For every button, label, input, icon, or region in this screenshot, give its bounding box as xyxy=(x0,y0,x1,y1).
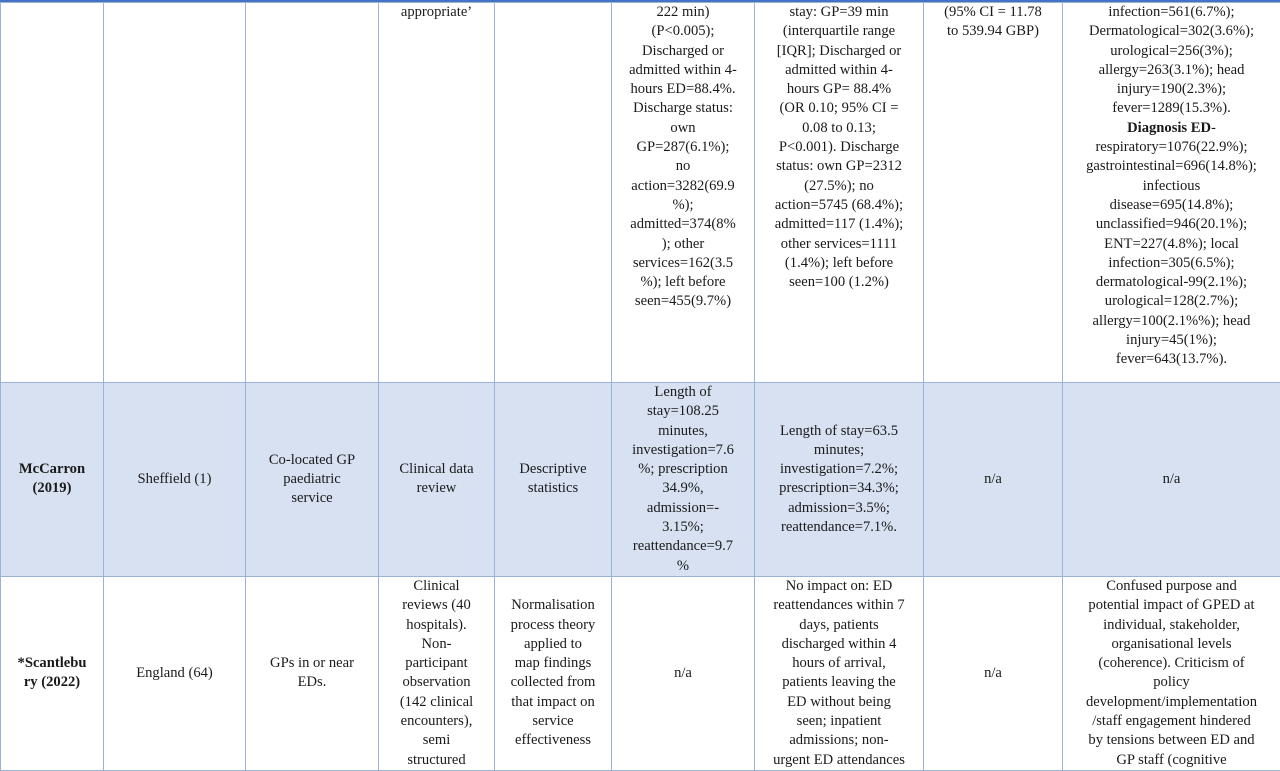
cell-gp-outcomes: No impact on: ED reattendances within 7 days, patients discharged within 4 hours of arrival, patients leaving the ED without being seen; inpatient admissions; non- urgent ED attendances xyxy=(755,576,924,770)
cell-setting: England (64) xyxy=(104,576,246,770)
cell-analysis: Normalisation process theory applied to map findings collected from that impact on service effectiveness xyxy=(495,576,612,770)
cell-diagnosis: n/a xyxy=(1063,383,1280,577)
evidence-table xyxy=(0,2,1280,771)
cell-diagnosis: Confused purpose and potential impact of GPED at individual, stakeholder, organisational levels (coherence). Criticism of policy development/implementation /staff engagement hindered by tensions between ED and GP staff (cognitive xyxy=(1063,576,1280,770)
cell-study: McCarron (2019) xyxy=(1,383,104,577)
cell-ed-outcomes: n/a xyxy=(612,576,755,770)
table-row xyxy=(1,383,1280,577)
cell-data-collection: Clinical reviews (40 hospitals). Non- participant observation (142 clinical encounters), semi structured xyxy=(379,576,495,770)
cell-data-collection: Clinical data review xyxy=(379,383,495,577)
cell-setting xyxy=(104,3,246,383)
cell-model xyxy=(246,3,379,383)
cell-setting: Sheffield (1) xyxy=(104,383,246,577)
cell-cost: (95% CI = 11.78 to 539.94 GBP) xyxy=(924,3,1063,383)
cell-model: Co-located GP paediatric service xyxy=(246,383,379,577)
cell-analysis xyxy=(495,3,612,383)
cell-cost: n/a xyxy=(924,383,1063,577)
diagnosis-ed-label: Diagnosis ED xyxy=(1127,120,1211,136)
cell-gp-outcomes: stay: GP=39 min (interquartile range [IQR]; Discharged or admitted within 4- hours GP= 88.4% (OR 0.10; 95% CI = 0.08 to 0.13; P<0.001). Discharge status: own GP=2312 (27.5%); no action=5745 (68.4%); admitted=117 (1.4%); other services=1111 (1.4%); left before seen=100 (1.2%) xyxy=(755,3,924,383)
cell-ed-outcomes: Length of stay=108.25 minutes, investigation=7.6 %; prescription 34.9%, admission=- 3.15%; reattendance=9.7 % xyxy=(612,383,755,577)
cell-cost: n/a xyxy=(924,576,1063,770)
cell-ed-outcomes: 222 min) (P<0.005); Discharged or admitted within 4- hours ED=88.4%. Discharge status: own GP=287(6.1%); no action=3282(69.9 %); admitted=374(8% ); other services=162(3.5 %); left before seen=455(9.7%) xyxy=(612,3,755,383)
cell-analysis: Descriptive statistics xyxy=(495,383,612,577)
cell-diagnosis: infection=561(6.7%); Dermatological=302(3.6%); urological=256(3%); allergy=263(3.1%); head injury=190(2.3%); fever=1289(15.3%). Diagnosis ED- respiratory=1076(22.9%); gastrointestinal=696(14.8%); infectious disease=695(14.8%); unclassified=946(20.1%); ENT=227(4.8%); local infection=305(6.5%); dermatological-99(2.1%); urological=128(2.7%); allergy=100(2.1%%); head injury=45(1%); fever=643(13.7%). xyxy=(1063,3,1280,383)
cell-study: *Scantlebu ry (2022) xyxy=(1,576,104,770)
cell-model: GPs in or near EDs. xyxy=(246,576,379,770)
table-row xyxy=(1,3,1280,383)
cell-study xyxy=(1,3,104,383)
cell-gp-outcomes: Length of stay=63.5 minutes; investigation=7.2%; prescription=34.3%; admission=3.5%; reattendance=7.1%. xyxy=(755,383,924,577)
cell-data-collection: appropriate’ xyxy=(379,3,495,383)
table-row xyxy=(1,576,1280,770)
